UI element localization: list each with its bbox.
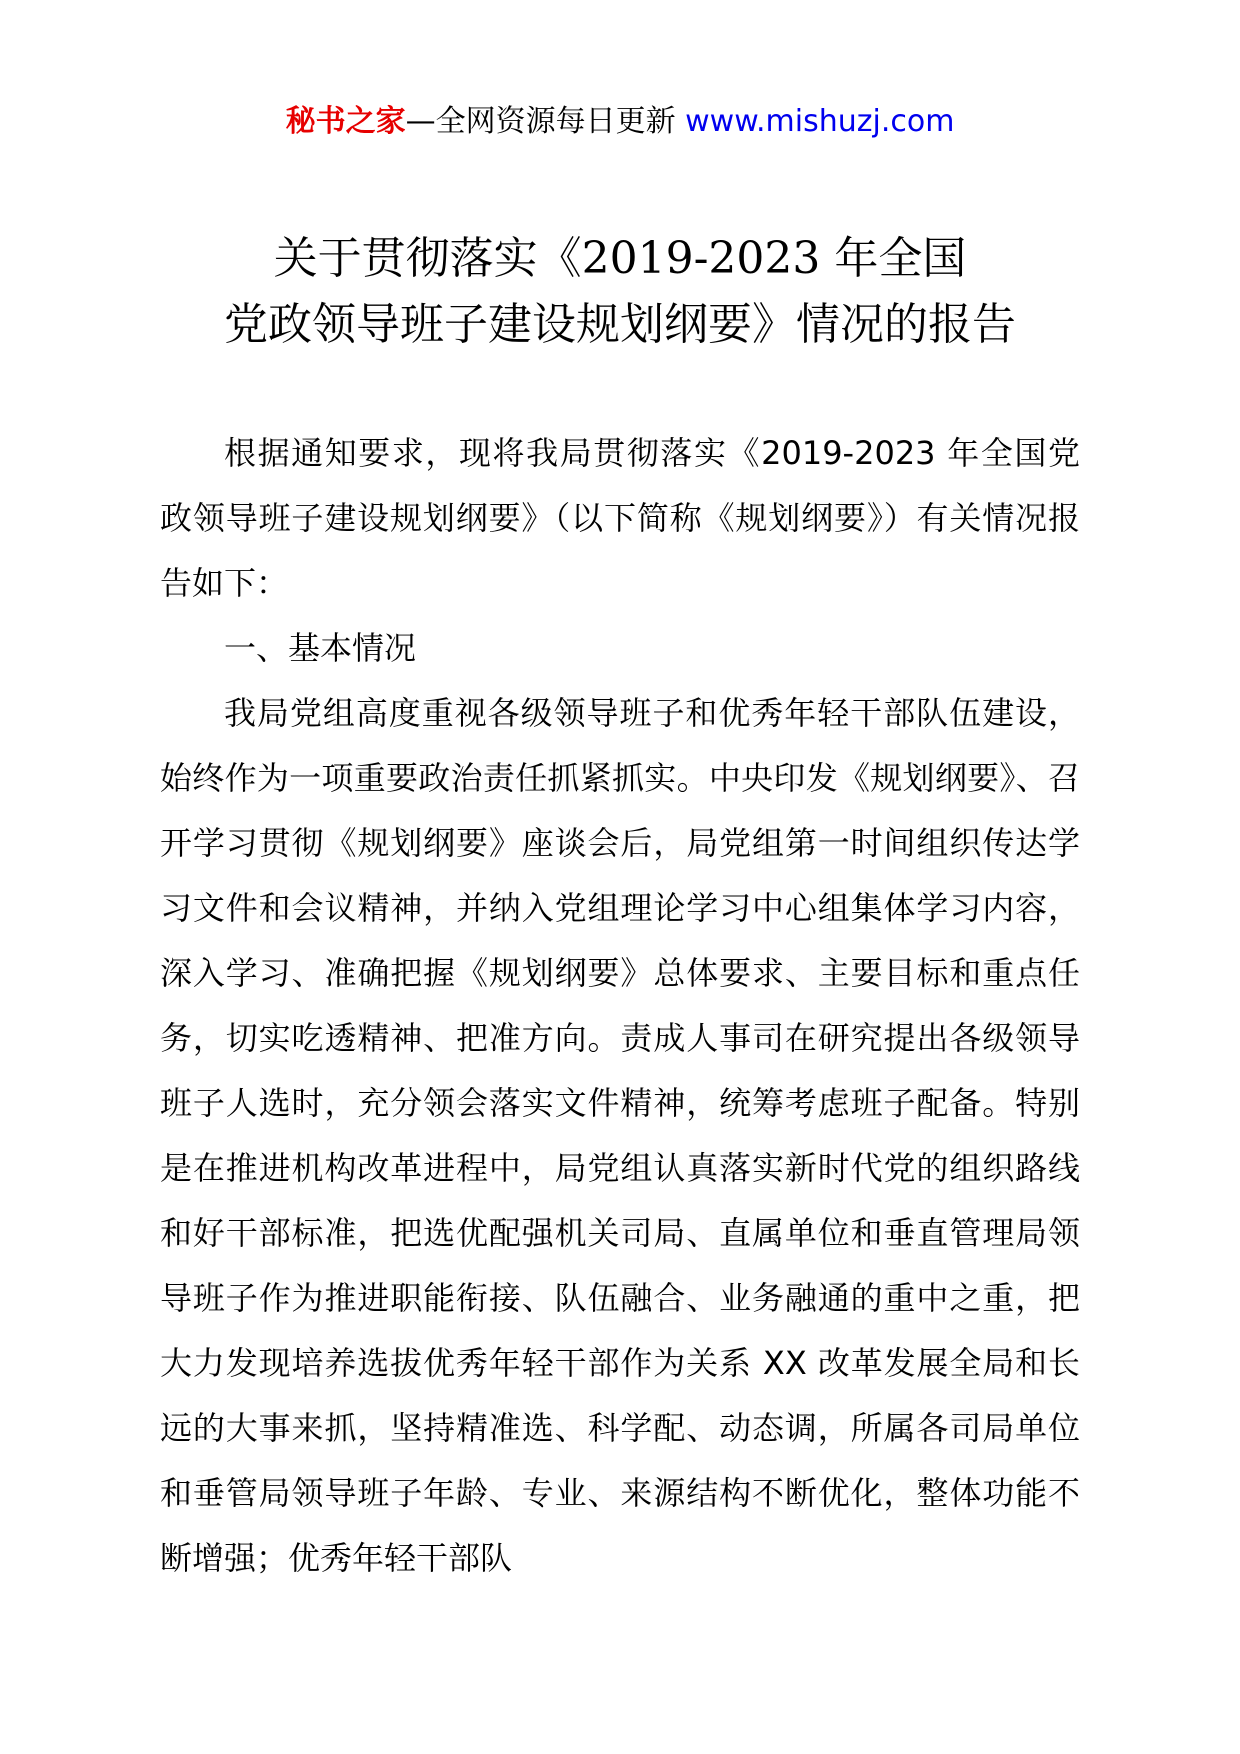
header-tagline: —全网资源每日更新 bbox=[405, 104, 686, 139]
document-title bbox=[0, 226, 1240, 358]
section-paragraph: 我局党组高度重视各级领导班子和优秀年轻干部队伍建设，始终作为一项重要政治责任抓紧抓实。中央印发《规划纲要》、召开学习贯彻《规划纲要》座谈会后，局党组第一时间组织传达学习文件和会议精神，并纳入党组理论学习中心组集体学习内容，深入学习、准确把握《规划纲要》总体要求、主要目标和重点任务，切实吃透精神、把准方向。责成人事司在研究提出各级领导班子人选时，充分领会落实文件精神，统筹考虑班子配备。特别是在推进机构改革进程中，局党组认真落实新时代党的组织路线和好干部标准，把选优配强机关司局、直属单位和垂直管理局领导班子作为推进职能衔接、队伍融合、业务融通的重中之重，把大力发现培养选拔优秀年轻干部作为关系 XX 改革发展全局和长远的大事来抓，坚持精准选、科学配、动态调，所属各司局单位和垂管局领导班子年龄、专业、来源结构不断优化，整体功能不断增强；优秀年轻干部队 bbox=[160, 694, 1080, 1577]
section-heading-basic: 一、基本情况 bbox=[224, 629, 417, 667]
header-url-link[interactable]: www.mishuzj.com bbox=[685, 104, 955, 139]
document-body bbox=[160, 421, 1080, 1591]
title-line-1: 关于贯彻落实《2019-2023 年全国 bbox=[273, 233, 967, 284]
title-line-2: 党政领导班子建设规划纲要》情况的报告 bbox=[224, 299, 1016, 350]
intro-paragraph: 根据通知要求，现将我局贯彻落实《2019-2023 年全国党政领导班子建设规划纲要》（以下简称《规划纲要》）有关情况报告如下： bbox=[160, 434, 1080, 602]
header-brand: 秘书之家 bbox=[285, 104, 406, 139]
site-header bbox=[0, 100, 1240, 144]
